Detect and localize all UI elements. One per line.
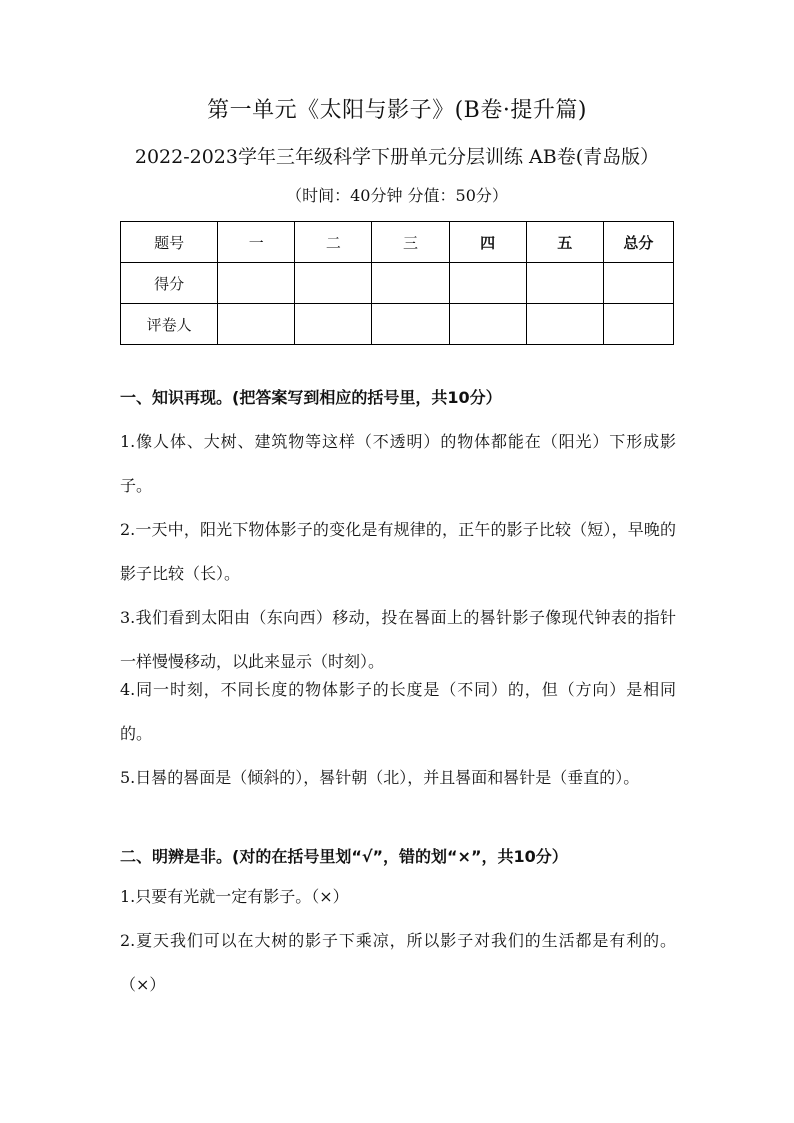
- score-cell: [295, 263, 372, 304]
- section-heading-1: 一、知识再现。(把答案写到相应的括号里，共10分）: [120, 388, 502, 407]
- question-1-4: 4.同一时刻，不同长度的物体影子的长度是（不同）的，但（方向）是相同的。: [120, 680, 676, 743]
- header-cell: 题号: [121, 222, 218, 263]
- section-heading-2: 二、明辨是非。(对的在括号里划“√”，错的划“×”，共10分）: [120, 847, 568, 866]
- grader-cell: [218, 304, 295, 345]
- score-cell: [218, 263, 295, 304]
- question-2-2: 2.夏天我们可以在大树的影子下乘凉，所以影子对我们的生活都是有利的。（×）: [120, 931, 676, 994]
- question-1-2: 2.一天中，阳光下物体影子的变化是有规律的，正午的影子比较（短），早晚的影子比较（长）。: [120, 520, 676, 583]
- grader-row: [121, 304, 674, 345]
- score-cell: [603, 263, 673, 304]
- row-label: 评卷人: [121, 304, 218, 345]
- time-score-info: （时间：40分钟 分值：50分）: [286, 186, 508, 205]
- header-cell: 五: [526, 222, 603, 263]
- row-label: 得分: [121, 263, 218, 304]
- grader-cell: [449, 304, 526, 345]
- grader-cell: [372, 304, 449, 345]
- score-cell: [449, 263, 526, 304]
- grader-cell: [295, 304, 372, 345]
- question-2-1: 1.只要有光就一定有影子。（×）: [120, 887, 349, 906]
- score-row: [121, 263, 674, 304]
- header-cell: 三: [372, 222, 449, 263]
- score-cell: [526, 263, 603, 304]
- page-title: 第一单元《太阳与影子》(B卷·提升篇): [207, 98, 587, 123]
- header-cell: 一: [218, 222, 295, 263]
- header-cell: 四: [449, 222, 526, 263]
- score-cell: [372, 263, 449, 304]
- page-subtitle: 2022-2023学年三年级科学下册单元分层训练 AB卷(青岛版）: [134, 146, 660, 168]
- grader-cell: [526, 304, 603, 345]
- question-1-1: 1.像人体、大树、建筑物等这样（不透明）的物体都能在（阳光）下形成影子。: [120, 432, 676, 495]
- score-table-header-row: [121, 222, 674, 263]
- grader-cell: [603, 304, 673, 345]
- header-cell: 二: [295, 222, 372, 263]
- question-1-3: 3.我们看到太阳由（东向西）移动，投在晷面上的晷针影子像现代钟表的指针一样慢慢移动，以此来显示（时刻）。: [120, 608, 676, 671]
- question-1-5: 5.日晷的晷面是（倾斜的），晷针朝（北），并且晷面和晷针是（垂直的）。: [120, 768, 640, 787]
- header-cell: 总分: [603, 222, 673, 263]
- score-table: [120, 221, 674, 345]
